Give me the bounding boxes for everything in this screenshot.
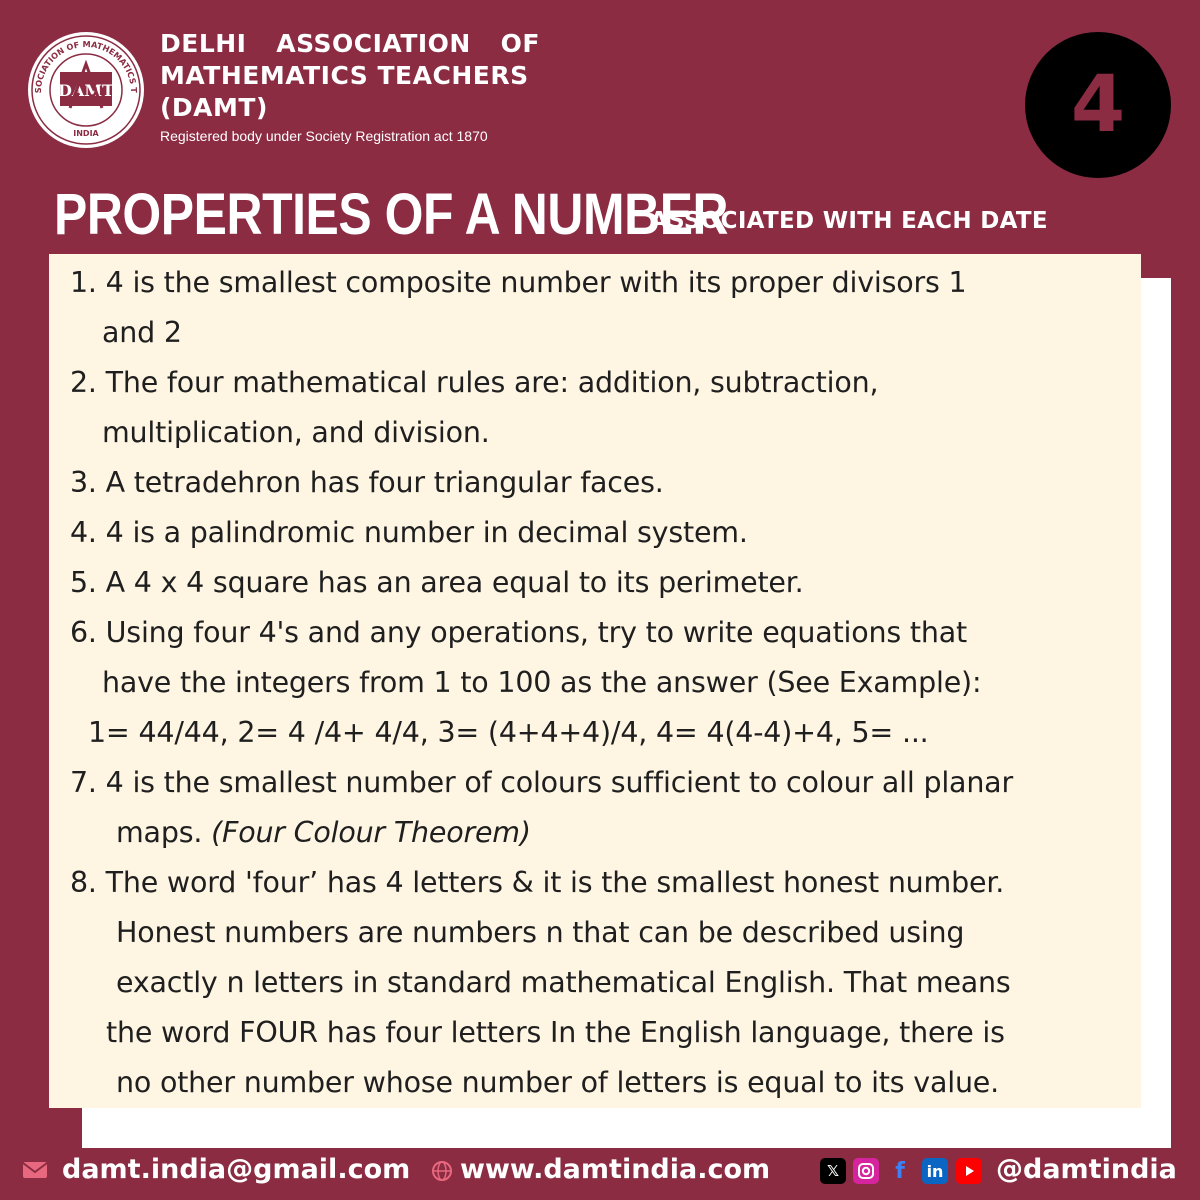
org-name-word: ASSOCIATION <box>276 29 471 58</box>
instagram-icon[interactable] <box>853 1158 879 1184</box>
linkedin-icon[interactable]: in <box>922 1158 948 1184</box>
page-subtitle: ASSOCIATED WITH EACH DATE <box>650 208 1048 234</box>
globe-icon <box>431 1160 453 1182</box>
org-name-word: DELHI <box>160 29 247 58</box>
list-line: 7. 4 is the smallest number of colours sufficient to colour all planar <box>70 766 1013 799</box>
org-name-line-2: MATHEMATICS TEACHERS <box>160 61 529 90</box>
list-line: 3. A tetradehron has four triangular faces. <box>70 466 664 499</box>
list-line: and 2 <box>102 316 182 349</box>
theorem-name: (Four Colour Theorem) <box>211 816 531 849</box>
date-number: 4 <box>1070 60 1126 150</box>
list-line: 4. 4 is a palindromic number in decimal system. <box>70 516 748 549</box>
properties-list <box>70 258 1140 1108</box>
x-icon[interactable]: 𝕏 <box>820 1158 846 1184</box>
logo-monogram: DAMT <box>58 81 114 100</box>
list-line: have the integers from 1 to 100 as the answer (See Example): <box>102 666 982 699</box>
page-title: PROPERTIES OF A NUMBER <box>54 182 729 247</box>
list-line: 1. 4 is the smallest composite number with its proper divisors 1 <box>70 266 967 299</box>
list-line: the word FOUR has four letters In the English language, there is <box>106 1016 1005 1049</box>
logo-country: INDIA <box>73 129 99 138</box>
list-line: multiplication, and division. <box>102 416 490 449</box>
list-line: no other number whose number of letters is equal to its value. <box>116 1066 999 1099</box>
list-line: 5. A 4 x 4 square has an area equal to its perimeter. <box>70 566 804 599</box>
contact-email[interactable]: damt.india@gmail.com <box>62 1154 411 1185</box>
org-name-line-3: (DAMT) <box>160 93 268 122</box>
mail-icon <box>22 1160 48 1180</box>
date-badge <box>1025 32 1171 178</box>
logo-ring-text: SOCIATION OF MATHEMATICS T <box>32 38 140 94</box>
list-line: 8. The word 'four’ has 4 letters & it is the smallest honest number. <box>70 866 1005 899</box>
list-line: 2. The four mathematical rules are: addition, subtraction, <box>70 366 879 399</box>
registration-note: Registered body under Society Registration act 1870 <box>160 128 488 144</box>
list-line-text: maps. <box>116 816 203 849</box>
org-name-word: OF <box>500 29 540 58</box>
list-line: exactly n letters in standard mathematical English. That means <box>116 966 1011 999</box>
organization-name <box>160 28 540 124</box>
youtube-icon[interactable] <box>956 1158 982 1184</box>
list-line: Honest numbers are numbers n that can be described using <box>116 916 965 949</box>
list-line <box>70 808 1140 858</box>
social-handle[interactable]: @damtindia <box>996 1154 1177 1185</box>
list-line: 1= 44/44, 2= 4 /4+ 4/4, 3= (4+4+4)/4, 4= 4(4-4)+4, 5= ... <box>88 716 929 749</box>
website-link[interactable]: www.damtindia.com <box>460 1154 771 1185</box>
list-line: 6. Using four 4's and any operations, try to write equations that <box>70 616 967 649</box>
facebook-icon[interactable]: f <box>895 1158 905 1184</box>
damt-logo <box>26 30 146 150</box>
